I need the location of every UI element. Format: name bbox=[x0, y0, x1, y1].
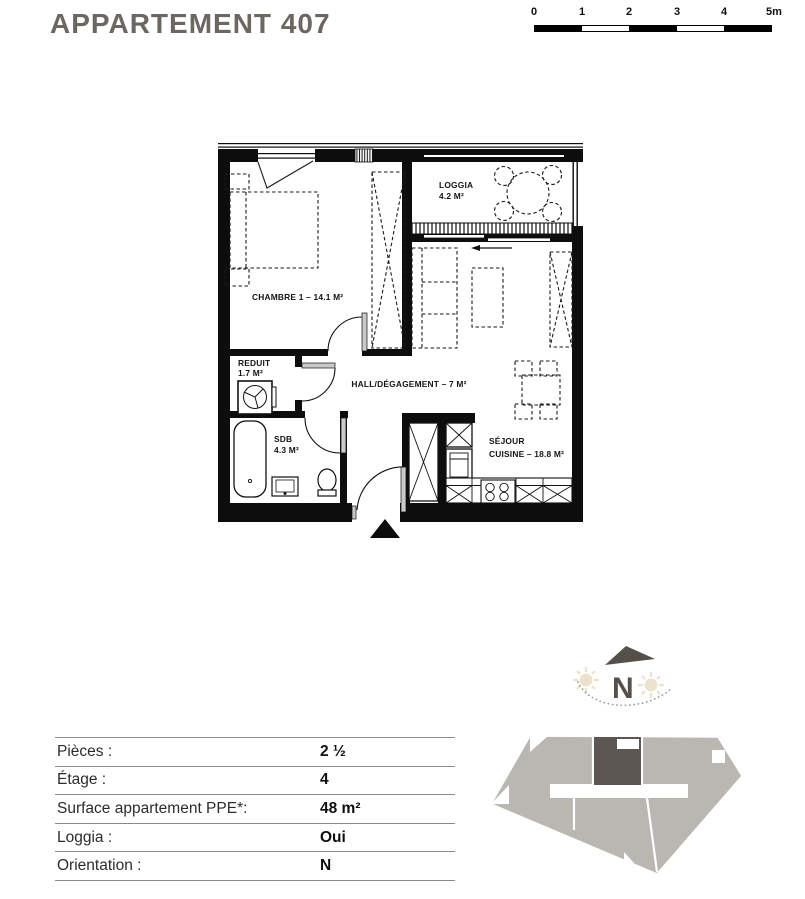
coffee-table bbox=[472, 268, 503, 327]
scale-bar-segment bbox=[534, 25, 582, 32]
table-row bbox=[55, 823, 455, 852]
unit-407-loggia bbox=[617, 739, 639, 749]
label-sdb: SDB bbox=[274, 434, 293, 444]
label-reduit: REDUIT bbox=[238, 358, 271, 368]
row-label: Orientation : bbox=[57, 857, 142, 875]
loggia-chair bbox=[495, 167, 514, 186]
reduit-door-leaf bbox=[302, 363, 335, 368]
dining-chair bbox=[540, 361, 557, 376]
toilet bbox=[318, 469, 336, 491]
chambre-door-arc bbox=[328, 317, 362, 351]
row-value: N bbox=[320, 857, 332, 875]
sdb-door-leaf bbox=[341, 418, 346, 453]
table-row bbox=[55, 766, 455, 795]
bathtub-drain bbox=[248, 479, 251, 482]
entrance-door-arc bbox=[357, 467, 404, 510]
north-arrow-icon bbox=[605, 646, 655, 665]
label-sdb-area: 4.3 M² bbox=[274, 445, 299, 455]
scale-bar-segment bbox=[629, 25, 677, 32]
sofa bbox=[412, 248, 457, 348]
table-row bbox=[55, 794, 455, 823]
loggia-chair bbox=[543, 166, 562, 185]
scale-bar-segment bbox=[724, 25, 772, 32]
label-loggia-area: 4.2 M² bbox=[439, 191, 464, 201]
label-reduit-area: 1.7 M² bbox=[238, 368, 263, 378]
sun-icon bbox=[638, 672, 664, 698]
table-row bbox=[55, 737, 455, 766]
bed bbox=[230, 192, 318, 268]
chambre-door-leaf bbox=[362, 313, 367, 351]
map-notch bbox=[712, 750, 725, 763]
label-hall: HALL/DÉGAGEMENT – 7 M² bbox=[351, 379, 467, 389]
building-map bbox=[486, 726, 766, 894]
scale-tick-4: 4 bbox=[720, 6, 728, 18]
scale-tick-3: 3 bbox=[673, 6, 681, 18]
loggia-chair bbox=[543, 203, 562, 222]
row-label: Étage : bbox=[57, 771, 107, 789]
row-label: Surface appartement PPE*: bbox=[57, 799, 248, 817]
dining-chair bbox=[540, 404, 557, 419]
row-label: Pièces : bbox=[57, 742, 113, 760]
apartment-details-table bbox=[55, 737, 455, 881]
scale-tick-5: 5m bbox=[766, 6, 782, 18]
north-label: N bbox=[612, 672, 634, 705]
scale-bar bbox=[530, 6, 780, 38]
dining-table bbox=[522, 375, 560, 405]
sliding-door-arrow bbox=[471, 245, 512, 251]
window-swing bbox=[258, 161, 313, 188]
scale-tick-2: 2 bbox=[625, 6, 633, 18]
entrance-arrow bbox=[370, 519, 400, 538]
walls bbox=[218, 143, 583, 522]
scale-tick-1: 1 bbox=[578, 6, 586, 18]
sdb-door-arc bbox=[305, 418, 340, 453]
row-value: 48 m² bbox=[320, 799, 361, 817]
bathtub bbox=[234, 421, 266, 497]
sun-icon bbox=[573, 667, 599, 693]
loggia-chair bbox=[495, 202, 514, 221]
cooktop bbox=[481, 480, 515, 503]
entrance-door-leaf bbox=[401, 467, 406, 512]
dining-chair bbox=[515, 404, 532, 419]
label-chambre: CHAMBRE 1 – 14.1 M² bbox=[252, 292, 344, 302]
north-compass bbox=[566, 636, 686, 724]
page-title: APPARTEMENT 407 bbox=[50, 8, 331, 39]
scale-tick-0: 0 bbox=[530, 6, 538, 18]
corridor bbox=[550, 784, 688, 798]
row-value: 4 bbox=[320, 771, 329, 789]
row-value: 2 ½ bbox=[320, 742, 346, 760]
label-sejour: SÉJOUR bbox=[489, 436, 525, 446]
reduit-door-arc bbox=[302, 368, 335, 401]
table-row bbox=[55, 851, 455, 881]
row-value: Oui bbox=[320, 828, 346, 846]
dining-chair bbox=[515, 361, 532, 376]
doors bbox=[302, 313, 406, 519]
floor-plan bbox=[210, 130, 600, 542]
label-loggia: LOGGIA bbox=[439, 180, 474, 190]
label-sejour-area: CUISINE – 18.8 M² bbox=[489, 449, 565, 459]
row-label: Loggia : bbox=[57, 828, 113, 846]
